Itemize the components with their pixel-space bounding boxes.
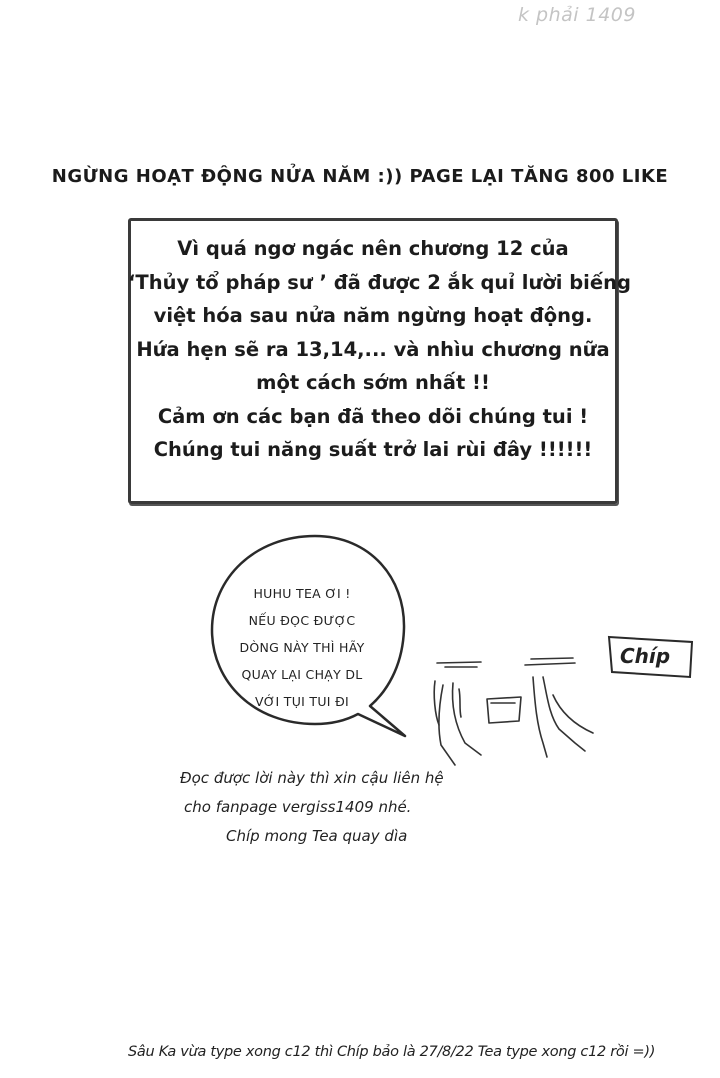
footer-note: Sâu Ka vừa type xong c12 thì Chíp bảo là 27/8/22 Tea type xong c12 rồi =)) xyxy=(128,1044,656,1060)
notice-line: một cách sớm nhất !! xyxy=(256,371,490,394)
notice-line: Cảm ơn các bạn đã theo dõi chúng tui ! xyxy=(157,404,589,428)
notice-line: ‘Thủy tổ pháp sư ’ đã được 2 ắk quỉ lười biếng xyxy=(128,270,631,294)
page-headline: NGỪNG HOẠT ĐỘNG NỬA NĂM :)) PAGE LẠI TĂNG 800 LIKE xyxy=(51,166,669,187)
handnote-line: Chíp mong Tea quay dìa xyxy=(226,827,408,845)
bubble-line: NẾU ĐỌC ĐƯỢC xyxy=(248,613,356,628)
handwritten-note xyxy=(180,764,460,851)
handnote-line: Đọc được lời này thì xin cậu liên hệ xyxy=(180,769,444,787)
notice-line: Vì quá ngơ ngác nên chương 12 của xyxy=(177,237,569,260)
notice-text xyxy=(128,232,631,467)
handnote-line: cho fanpage vergiss1409 nhé. xyxy=(184,798,412,816)
bubble-line: HUHU TEA ƠI ! xyxy=(253,586,351,601)
notice-line: Hứa hẹn sẽ ra 13,14,... và nhìu chương nữa xyxy=(136,337,610,361)
bubble-line: VỚI TỤI TUI ĐI xyxy=(254,694,350,709)
chip-sketch-drawing xyxy=(425,625,605,785)
corner-note: k phải 1409 xyxy=(518,4,636,26)
name-tag-label: Chíp xyxy=(620,644,671,668)
notice-line: Chúng tui năng suất trở lai rùi đây !!!!!! xyxy=(153,438,593,461)
speech-bubble-text xyxy=(212,580,392,715)
bubble-line: QUAY LẠI CHẠY DL xyxy=(241,667,363,682)
name-tag xyxy=(606,632,696,680)
bubble-line: DÒNG NÀY THÌ HÃY xyxy=(239,640,365,655)
notice-line: việt hóa sau nửa năm ngừng hoạt động. xyxy=(153,304,593,327)
